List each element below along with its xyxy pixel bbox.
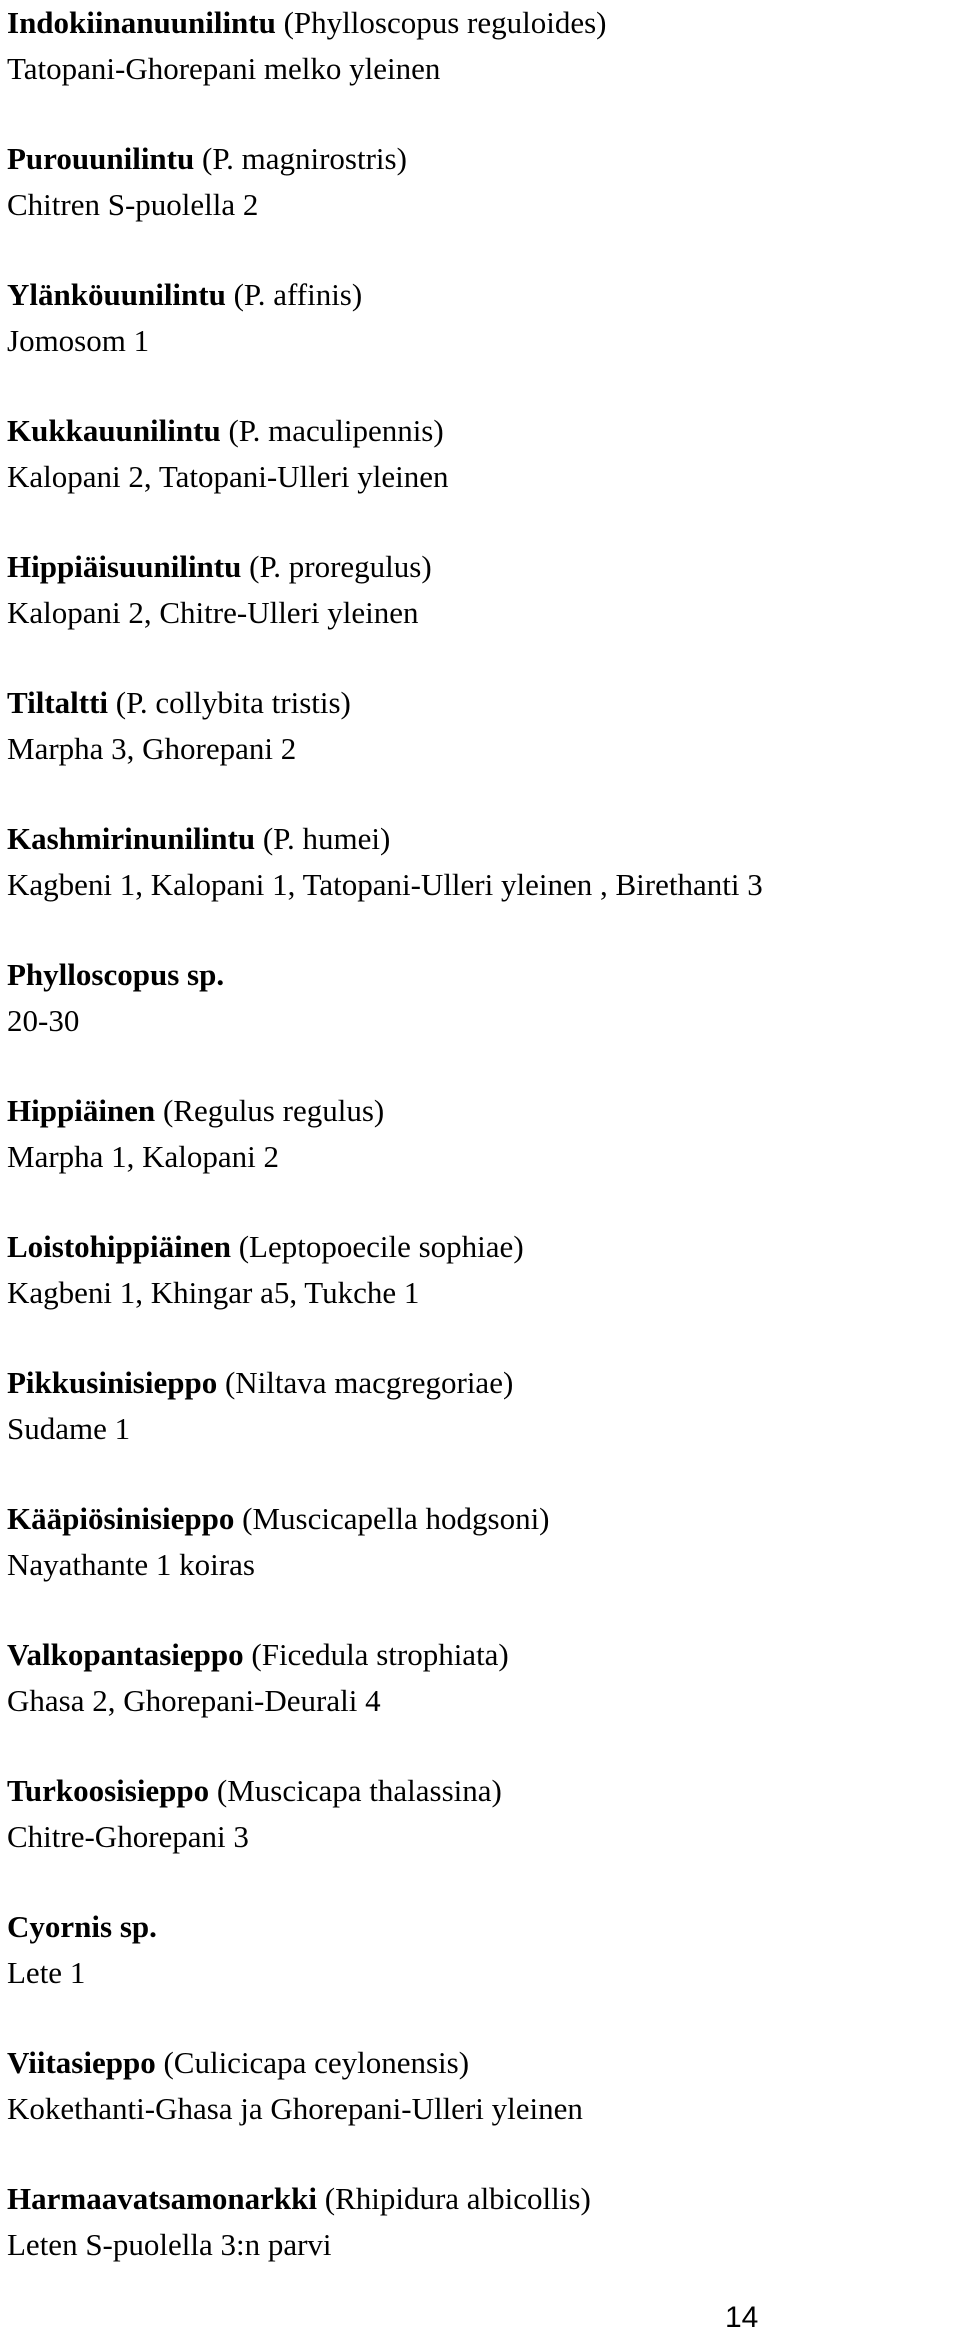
- species-scientific-name: (Phylloscopus reguloides): [275, 5, 607, 40]
- species-observations: Marpha 3, Ghorepani 2: [7, 730, 297, 766]
- species-name: Kukkauunilintu: [7, 413, 221, 448]
- species-name: Hippiäisuunilintu: [7, 549, 242, 584]
- species-heading: [7, 408, 955, 454]
- species-observations: Kokethanti-Ghasa ja Ghorepani-Ulleri yleinen: [7, 2090, 583, 2126]
- species-entry: [7, 1360, 955, 1496]
- species-scientific-name: (P. maculipennis): [220, 413, 444, 448]
- species-observations: 20-30: [7, 1002, 80, 1038]
- species-heading: [7, 1632, 955, 1678]
- species-scientific-name: (Ficedula strophiata): [243, 1637, 509, 1672]
- species-observations: Lete 1: [7, 1954, 86, 1990]
- species-name: Loistohippiäinen: [7, 1229, 231, 1264]
- entry-spacer: [7, 1995, 955, 2040]
- species-entry: [7, 952, 955, 1088]
- species-entry: [7, 2176, 955, 2312]
- species-scientific-name: (P. proregulus): [241, 549, 432, 584]
- species-heading: [7, 272, 955, 318]
- entry-spacer: [7, 635, 955, 680]
- species-scientific-name: (P. magnirostris): [194, 141, 407, 176]
- species-entry: [7, 136, 955, 272]
- species-entry: [7, 2040, 955, 2176]
- entry-spacer: [7, 907, 955, 952]
- species-entry: [7, 544, 955, 680]
- species-entry: [7, 1904, 955, 2040]
- entry-spacer: [7, 363, 955, 408]
- species-heading: [7, 1360, 955, 1406]
- species-name: Purouunilintu: [7, 141, 195, 176]
- species-observations: Chitre-Ghorepani 3: [7, 1818, 249, 1854]
- species-observations: Tatopani-Ghorepani melko yleinen: [7, 50, 441, 86]
- entry-spacer: [7, 1859, 955, 1904]
- species-observations: Leten S-puolella 3:n parvi: [7, 2226, 332, 2262]
- species-heading: [7, 1904, 955, 1950]
- species-observations: Sudame 1: [7, 1410, 131, 1446]
- species-entry: [7, 1496, 955, 1632]
- species-scientific-name: (P. humei): [255, 821, 391, 856]
- entry-spacer: [7, 91, 955, 136]
- species-name: Valkopantasieppo: [7, 1637, 244, 1672]
- species-scientific-name: (Muscicapella hodgsoni): [234, 1501, 550, 1536]
- species-heading: [7, 680, 955, 726]
- species-name: Kääpiösinisieppo: [7, 1501, 235, 1536]
- entry-spacer: [7, 1043, 955, 1088]
- species-observations: Ghasa 2, Ghorepani-Deurali 4: [7, 1682, 381, 1718]
- species-entry: [7, 1224, 955, 1360]
- page-number: 14: [725, 2301, 759, 2334]
- species-name: Pikkusinisieppo: [7, 1365, 218, 1400]
- species-scientific-name: (Niltava macgregoriae): [217, 1365, 514, 1400]
- species-entry: [7, 1632, 955, 1768]
- species-entry: [7, 408, 955, 544]
- species-name: Viitasieppo: [7, 2045, 156, 2080]
- species-heading: [7, 816, 955, 862]
- species-scientific-name: (Culicicapa ceylonensis): [155, 2045, 470, 2080]
- species-heading: [7, 1496, 955, 1542]
- species-name: Hippiäinen: [7, 1093, 156, 1128]
- species-heading: [7, 1768, 955, 1814]
- species-observations: Kalopani 2, Tatopani-Ulleri yleinen: [7, 458, 449, 494]
- species-observations: Jomosom 1: [7, 322, 150, 358]
- species-name: Phylloscopus sp.: [7, 957, 225, 992]
- species-heading: [7, 2176, 955, 2222]
- species-entry: [7, 1768, 955, 1904]
- species-heading: [7, 0, 955, 46]
- species-scientific-name: (P. affinis): [225, 277, 363, 312]
- species-heading: [7, 2040, 955, 2086]
- entry-spacer: [7, 1451, 955, 1496]
- species-heading: [7, 136, 955, 182]
- species-heading: [7, 1088, 955, 1134]
- species-scientific-name: (Rhipidura albicollis): [317, 2181, 591, 2216]
- species-list: [7, 0, 955, 2312]
- entry-spacer: [7, 1723, 955, 1768]
- entry-spacer: [7, 1587, 955, 1632]
- entry-spacer: [7, 499, 955, 544]
- species-observations: Nayathante 1 koiras: [7, 1546, 255, 1582]
- entry-spacer: [7, 2267, 955, 2312]
- entry-spacer: [7, 1179, 955, 1224]
- species-heading: [7, 1224, 955, 1270]
- species-scientific-name: (Leptopoecile sophiae): [230, 1229, 524, 1264]
- entry-spacer: [7, 2131, 955, 2176]
- species-observations: Marpha 1, Kalopani 2: [7, 1138, 280, 1174]
- species-name: Indokiinanuunilintu: [7, 5, 276, 40]
- entry-spacer: [7, 1315, 955, 1360]
- species-heading: [7, 952, 955, 998]
- species-observations: Kalopani 2, Chitre-Ulleri yleinen: [7, 594, 419, 630]
- species-scientific-name: (Muscicapa thalassina): [209, 1773, 502, 1808]
- species-name: Kashmirinunilintu: [7, 821, 256, 856]
- species-name: Cyornis sp.: [7, 1909, 157, 1944]
- species-entry: [7, 816, 955, 952]
- species-scientific-name: (P. collybita tristis): [108, 685, 351, 720]
- entry-spacer: [7, 771, 955, 816]
- species-observations: Kagbeni 1, Kalopani 1, Tatopani-Ulleri yleinen , Birethanti 3: [7, 866, 763, 902]
- species-scientific-name: (Regulus regulus): [155, 1093, 385, 1128]
- species-name: Tiltaltti: [7, 685, 109, 720]
- species-name: Turkoosisieppo: [7, 1773, 210, 1808]
- species-name: Ylänköuunilintu: [7, 277, 226, 312]
- species-entry: [7, 272, 955, 408]
- species-heading: [7, 544, 955, 590]
- species-entry: [7, 680, 955, 816]
- species-entry: [7, 0, 955, 136]
- species-observations: Kagbeni 1, Khingar a5, Tukche 1: [7, 1274, 420, 1310]
- entry-spacer: [7, 227, 955, 272]
- species-name: Harmaavatsamonarkki: [7, 2181, 317, 2216]
- species-observations: Chitren S-puolella 2: [7, 186, 259, 222]
- species-entry: [7, 1088, 955, 1224]
